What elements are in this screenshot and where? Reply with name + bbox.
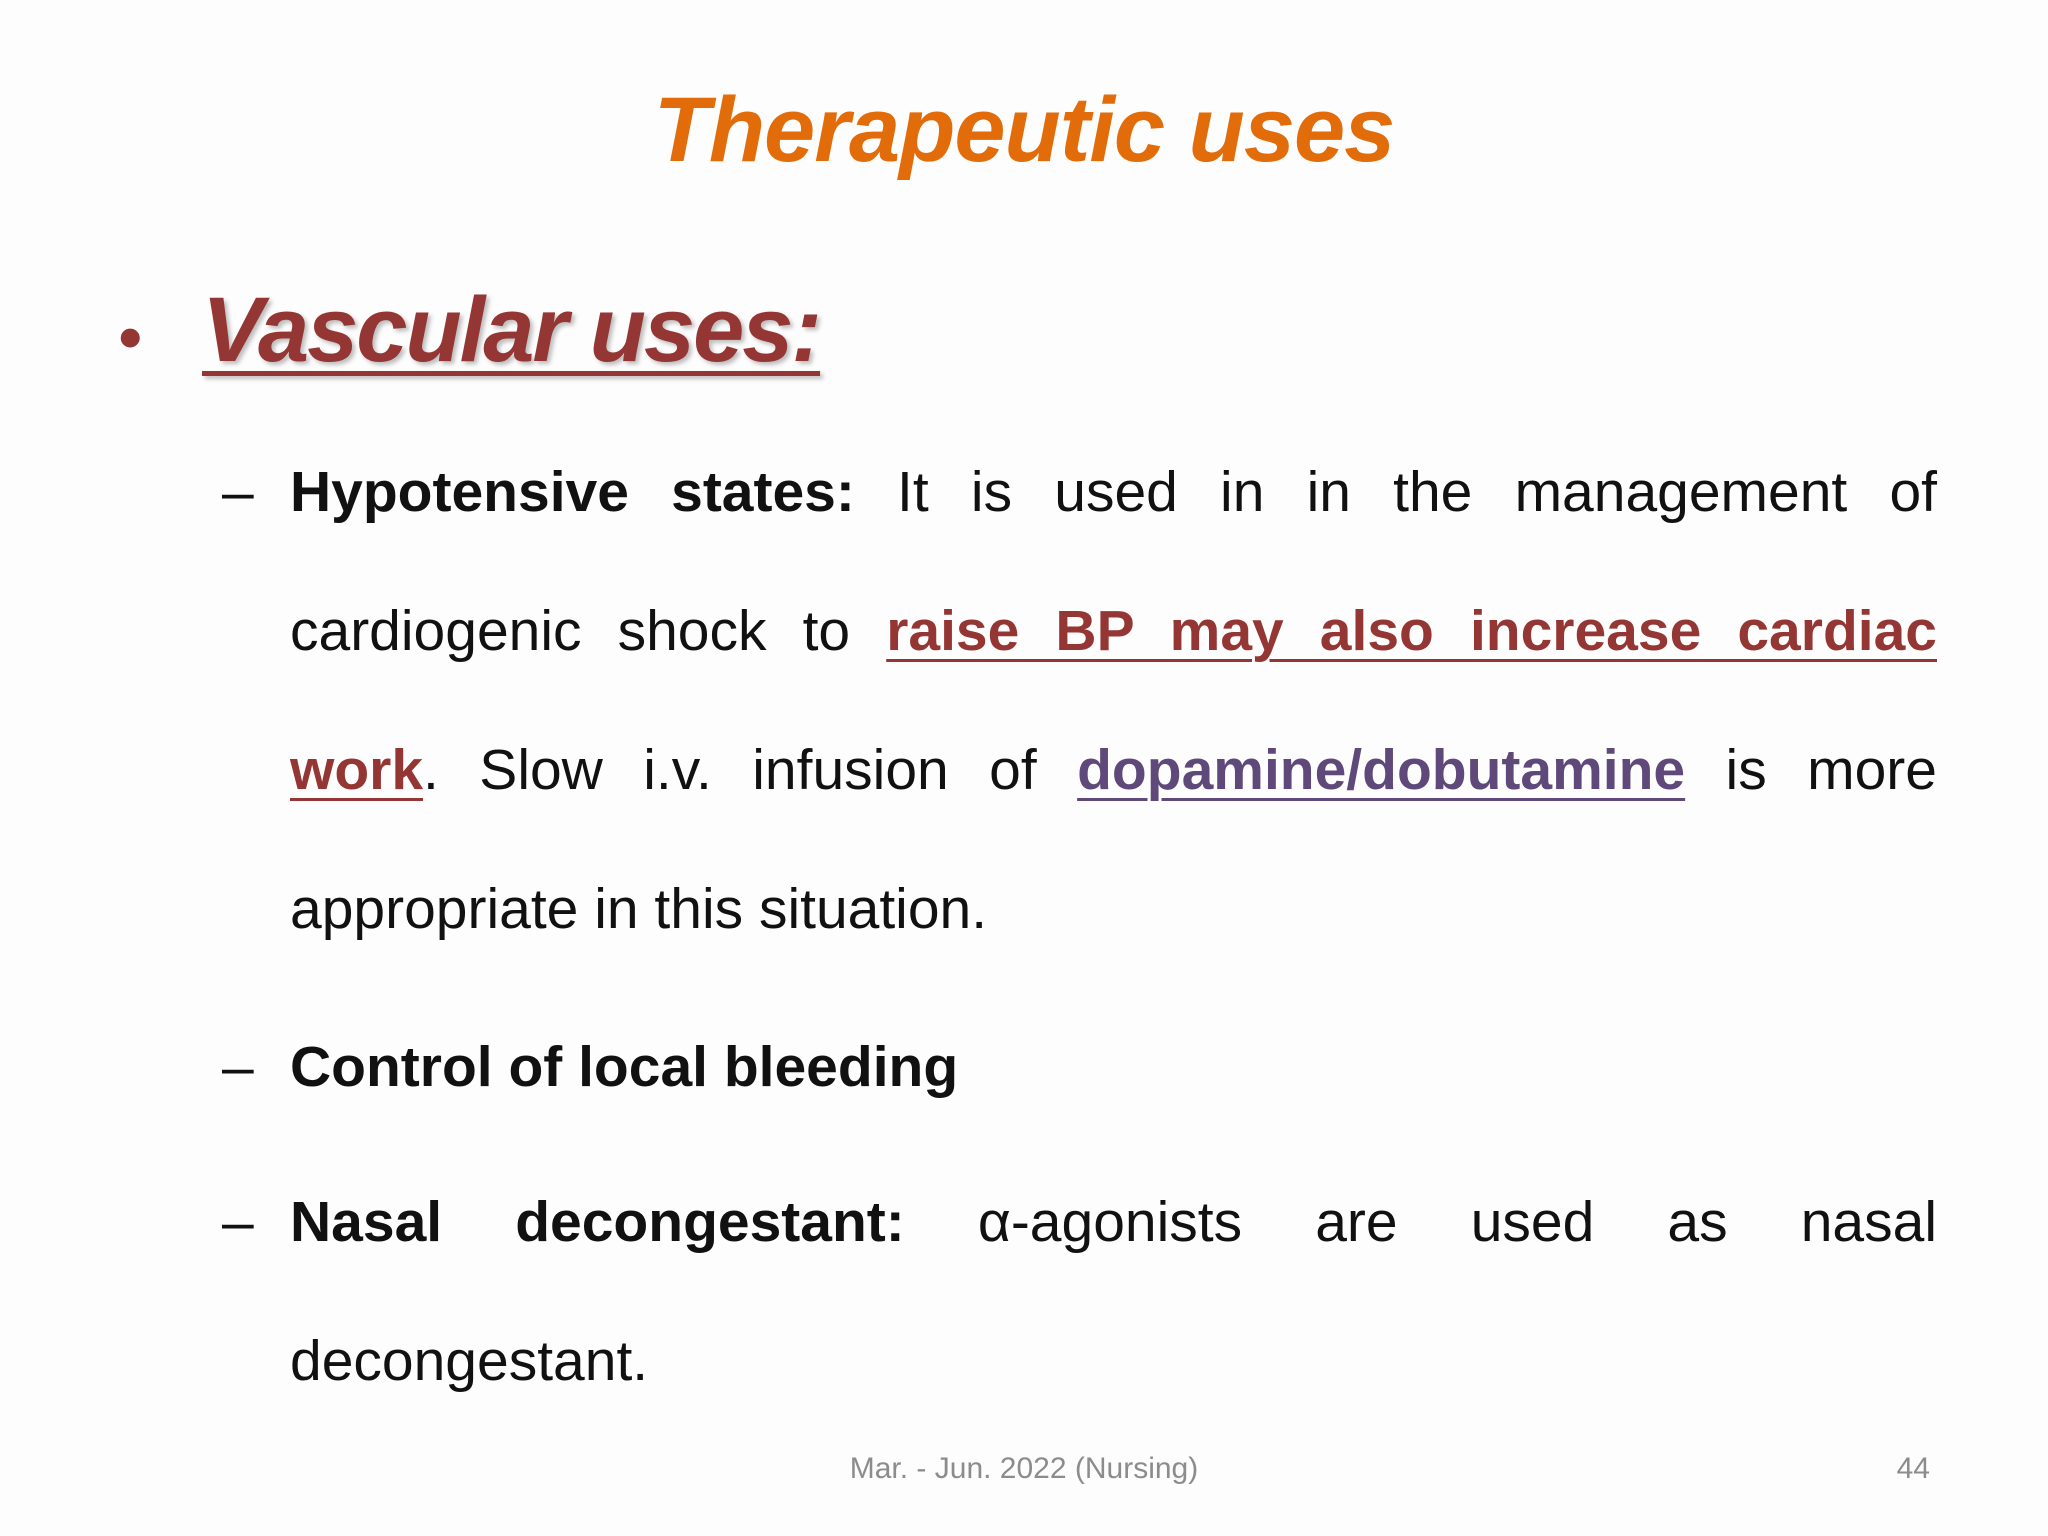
sub-item-body: . Slow i.v. infusion of — [423, 738, 1078, 802]
main-bullet — [118, 278, 820, 383]
bullet-marker: • — [118, 298, 143, 376]
sub-item-body: α-agonists are used as nasal decongestant. — [290, 1190, 1937, 1393]
sub-item-control-local-bleeding — [222, 998, 1937, 1137]
main-bullet-heading: Vascular uses: — [202, 279, 821, 381]
sub-item-heading: Control of local bleeding — [290, 1035, 959, 1099]
sub-item-nasal-decongestant — [222, 1153, 1937, 1431]
slide-title: Therapeutic uses — [653, 79, 1395, 181]
footer-date: Mar. - Jun. 2022 (Nursing) — [849, 1452, 1199, 1485]
dash-marker: – — [222, 460, 254, 524]
sub-item-body: is more appropriate in this situation. — [290, 738, 1937, 941]
page-number: 44 — [1896, 1452, 1930, 1485]
sub-item-heading: Nasal decongestant: — [290, 1190, 905, 1254]
sub-item-text — [290, 1153, 1937, 1431]
sub-item-text — [290, 998, 1937, 1137]
highlight-raise-bp: raise BP may also increase cardiac work — [290, 599, 1937, 802]
dash-marker: – — [222, 1190, 254, 1254]
sub-item-hypotensive-states — [222, 423, 1937, 979]
highlight-dopamine-dobutamine: dopamine/dobutamine — [1077, 738, 1686, 802]
sub-item-body: It is used in in the management of cardiogenic shock to — [290, 460, 1937, 663]
dash-marker: – — [222, 1035, 254, 1099]
sub-item-text — [290, 423, 1937, 979]
sub-item-heading: Hypotensive states: — [290, 460, 855, 524]
